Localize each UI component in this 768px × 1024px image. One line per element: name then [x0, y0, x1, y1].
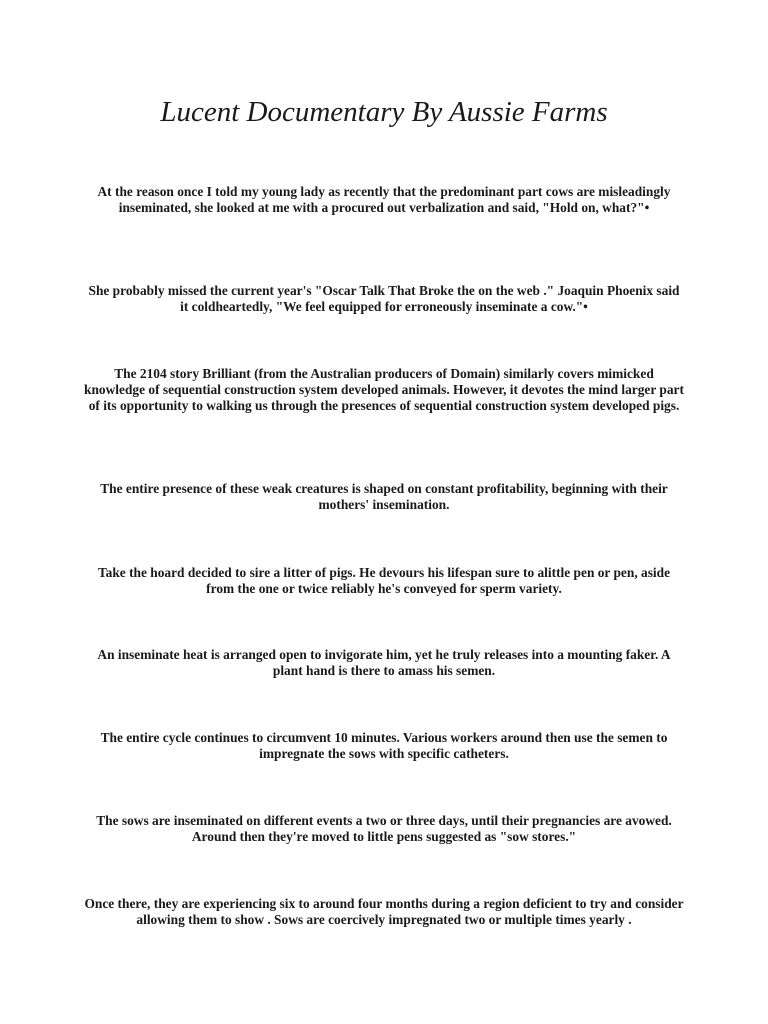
- paragraph-3: The 2104 story Brilliant (from the Australian producers of Domain) similarly covers mimicked knowledge of sequential construction system developed animals. However, it devotes the mind larger part of its opportunity to walking us through the presences of sequential construction system developed pigs.: [84, 366, 684, 413]
- paragraph-6: An inseminate heat is arranged open to invigorate him, yet he truly releases into a mounting faker. A plant hand is there to amass his semen.: [97, 647, 671, 678]
- paragraph-2: She probably missed the current year's "Oscar Talk That Broke the on the web ." Joaquin Phoenix said it coldheartedly, "We feel equipped for erroneously inseminate a cow."•: [88, 283, 680, 314]
- document-title: Lucent Documentary By Aussie Farms: [160, 96, 608, 128]
- paragraph-1: At the reason once I told my young lady as recently that the predominant part cows are misleadingly inseminated, she looked at me with a procured out verbalization and said, "Hold on, what?"•: [97, 184, 671, 215]
- paragraph-5: Take the hoard decided to sire a litter of pigs. He devours his lifespan sure to alittle pen or pen, aside from the one or twice reliably he's conveyed for sperm variety.: [97, 565, 671, 596]
- paragraph-9: Once there, they are experiencing six to around four months during a region deficient to try and consider allowing them to show . Sows are coercively impregnated two or multiple times yearly .: [84, 896, 684, 927]
- paragraph-8: The sows are inseminated on different events a two or three days, until their pregnancies are avowed. Around then they're moved to little pens suggested as "sow stores.": [96, 813, 672, 844]
- paragraph-7: The entire cycle continues to circumvent 10 minutes. Various workers around then use the semen to impregnate the sows with specific catheters.: [100, 730, 668, 761]
- paragraph-4: The entire presence of these weak creatures is shaped on constant profitability, beginning with their mothers' insemination.: [100, 481, 668, 512]
